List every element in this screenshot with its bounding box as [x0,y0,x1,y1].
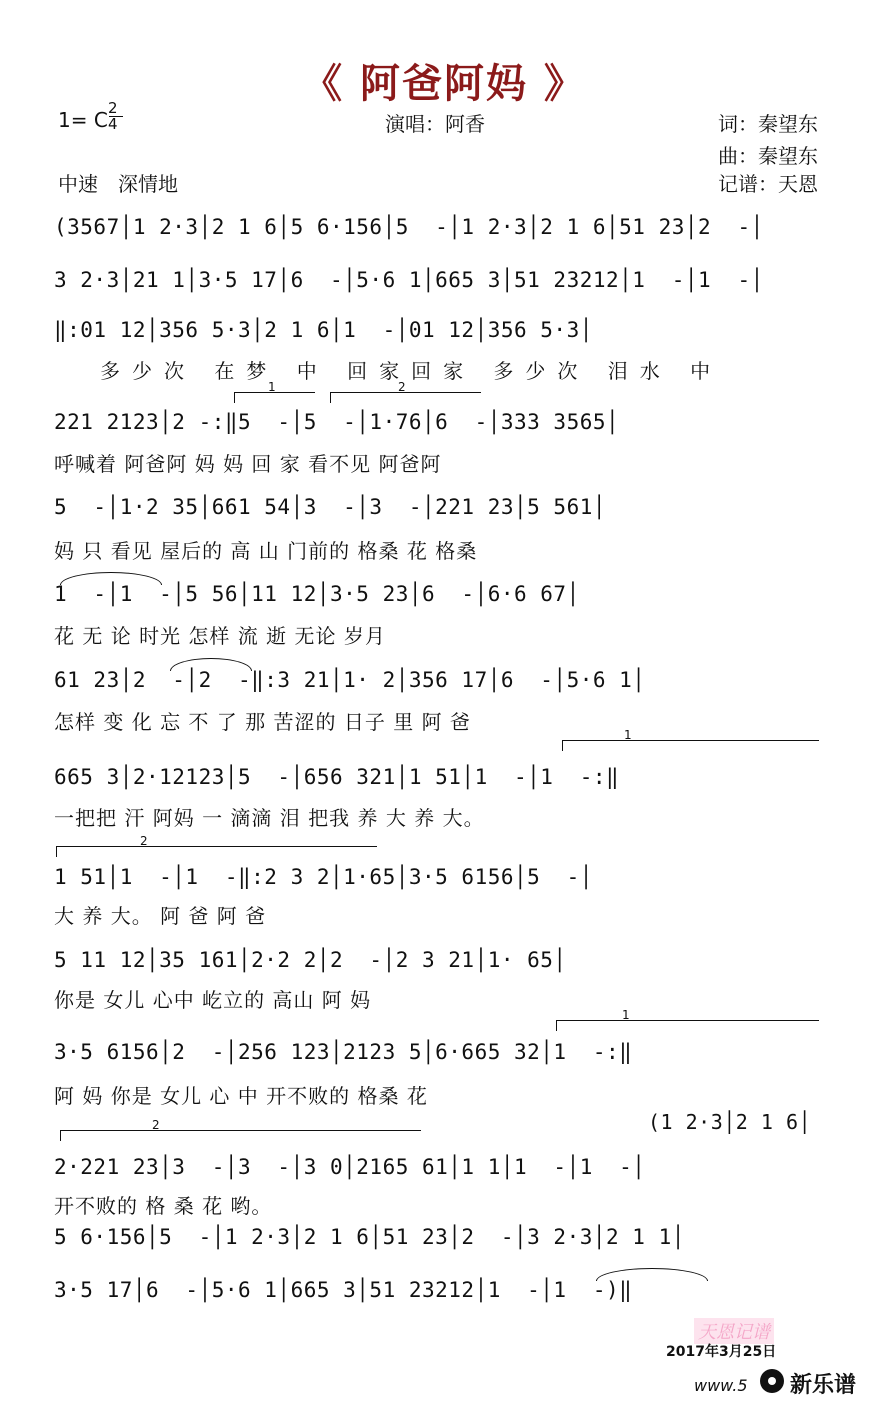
notation-row-13: 5 6·156│5 -│1 2·3│2 1 6│51 23│2 -│3 2·3│2 1 1│ [54,1225,685,1249]
time-sig-bottom: 4 [108,115,118,133]
lyric-row-6: 花 无 论 时光 怎样 流 逝 无论 岁月 [54,624,386,648]
site-logo-text: 新乐谱 [790,1373,857,1398]
tempo-marking: 中速 深情地 [58,172,178,196]
notation-row-2: 3 2·3│21 1│3·5 17│6 -│5·6 1│665 3│51 23212│1 -│1 -│ [54,268,764,292]
singer: 演唱：阿香 [385,112,485,136]
notation-row-14: 3·5 17│6 -│5·6 1│665 3│51 23212│1 -│1 -)‖ [54,1278,633,1302]
page-title: 《 阿爸阿妈 》 [302,61,586,107]
lyric-row-9: 大 养 大。 阿 爸 阿 爸 [54,904,267,928]
volta-2-bracket-3 [60,1130,421,1141]
key-signature: 1= C [58,108,108,132]
notation-row-8: 665 3│2·12123│5 -│656 321│1 51│1 -│1 -:‖ [54,765,620,789]
lyric-row-4: 呼喊着 阿爸阿 妈 妈 回 家 看不见 阿爸阿 [54,452,442,476]
notation-row-5: 5 -│1·2 35│661 54│3 -│3 -│221 23│5 561│ [54,495,607,519]
notation-row-10: 5 11 12│35 161│2·2 2│2 -│2 3 21│1· 65│ [54,948,567,972]
transcription-date: 2017年3月25日 [666,1344,777,1360]
transcriber-stamp: 天恩记谱 [694,1318,774,1344]
prelude-fragment: (1 2·3│2 1 6│ [648,1110,812,1134]
lyric-row-3: 多少次 在梦 中 回家回家 多少次 泪水 中 [100,359,723,383]
volta-2-label-3: 2 [152,1118,160,1132]
lyric-row-5: 妈 只 看见 屋后的 高 山 门前的 格桑 花 格桑 [54,539,478,563]
volta-2-label: 2 [398,380,406,394]
notation-row-1: (3567│1 2·3│2 1 6│5 6·156│5 -│1 2·3│2 1 6│51 23│2 -│ [54,215,764,239]
volta-1-label-3: 1 [622,1008,630,1022]
lyric-row-8: 一把把 汗 阿妈 一 滴滴 泪 把我 养 大 养 大。 [54,806,485,830]
volta-1-bracket-3 [556,1020,819,1031]
notation-row-4: 221 2123│2 -:‖5 -│5 -│1·76│6 -│333 3565│ [54,410,620,434]
lyric-row-10: 你是 女儿 心中 屹立的 高山 阿 妈 [54,988,372,1012]
record-logo-icon [760,1369,784,1393]
notation-row-3: ‖:01 12│356 5·3│2 1 6│1 -│01 12│356 5·3│ [54,318,593,342]
composer: 曲：秦望东 [718,144,818,168]
volta-1-label: 1 [268,380,276,394]
notation-row-11: 3·5 6156│2 -│256 123│2123 5│6·665 32│1 -:‖ [54,1040,633,1064]
time-sig-divider [109,116,123,117]
time-sig-top: 2 [108,99,118,117]
volta-2-label-2: 2 [140,834,148,848]
notation-row-7: 61 23│2 -│2 -‖:3 21│1· 2│356 17│6 -│5·6 1│ [54,668,646,692]
lyric-row-7: 怎样 变 化 忘 不 了 那 苦涩的 日子 里 阿 爸 [54,710,471,734]
site-url: www.5 [694,1376,748,1395]
transcriber: 记谱：天恩 [718,172,818,196]
volta-1-bracket-2 [562,740,819,751]
notation-row-6: 1 -│1 -│5 56│11 12│3·5 23│6 -│6·6 67│ [54,582,580,606]
notation-row-9: 1 51│1 -│1 -‖:2 3 2│1·65│3·5 6156│5 -│ [54,865,593,889]
notation-row-12: 2·221 23│3 -│3 -│3 0│2165 61│1 1│1 -│1 -│ [54,1155,646,1179]
lyric-row-12: 开不败的 格 桑 花 哟。 [54,1194,273,1218]
volta-1-label-2: 1 [624,728,632,742]
lyric-row-11: 阿 妈 你是 女儿 心 中 开不败的 格桑 花 [54,1084,428,1108]
volta-2-bracket-2 [56,846,377,857]
lyricist: 词：秦望东 [718,112,818,136]
